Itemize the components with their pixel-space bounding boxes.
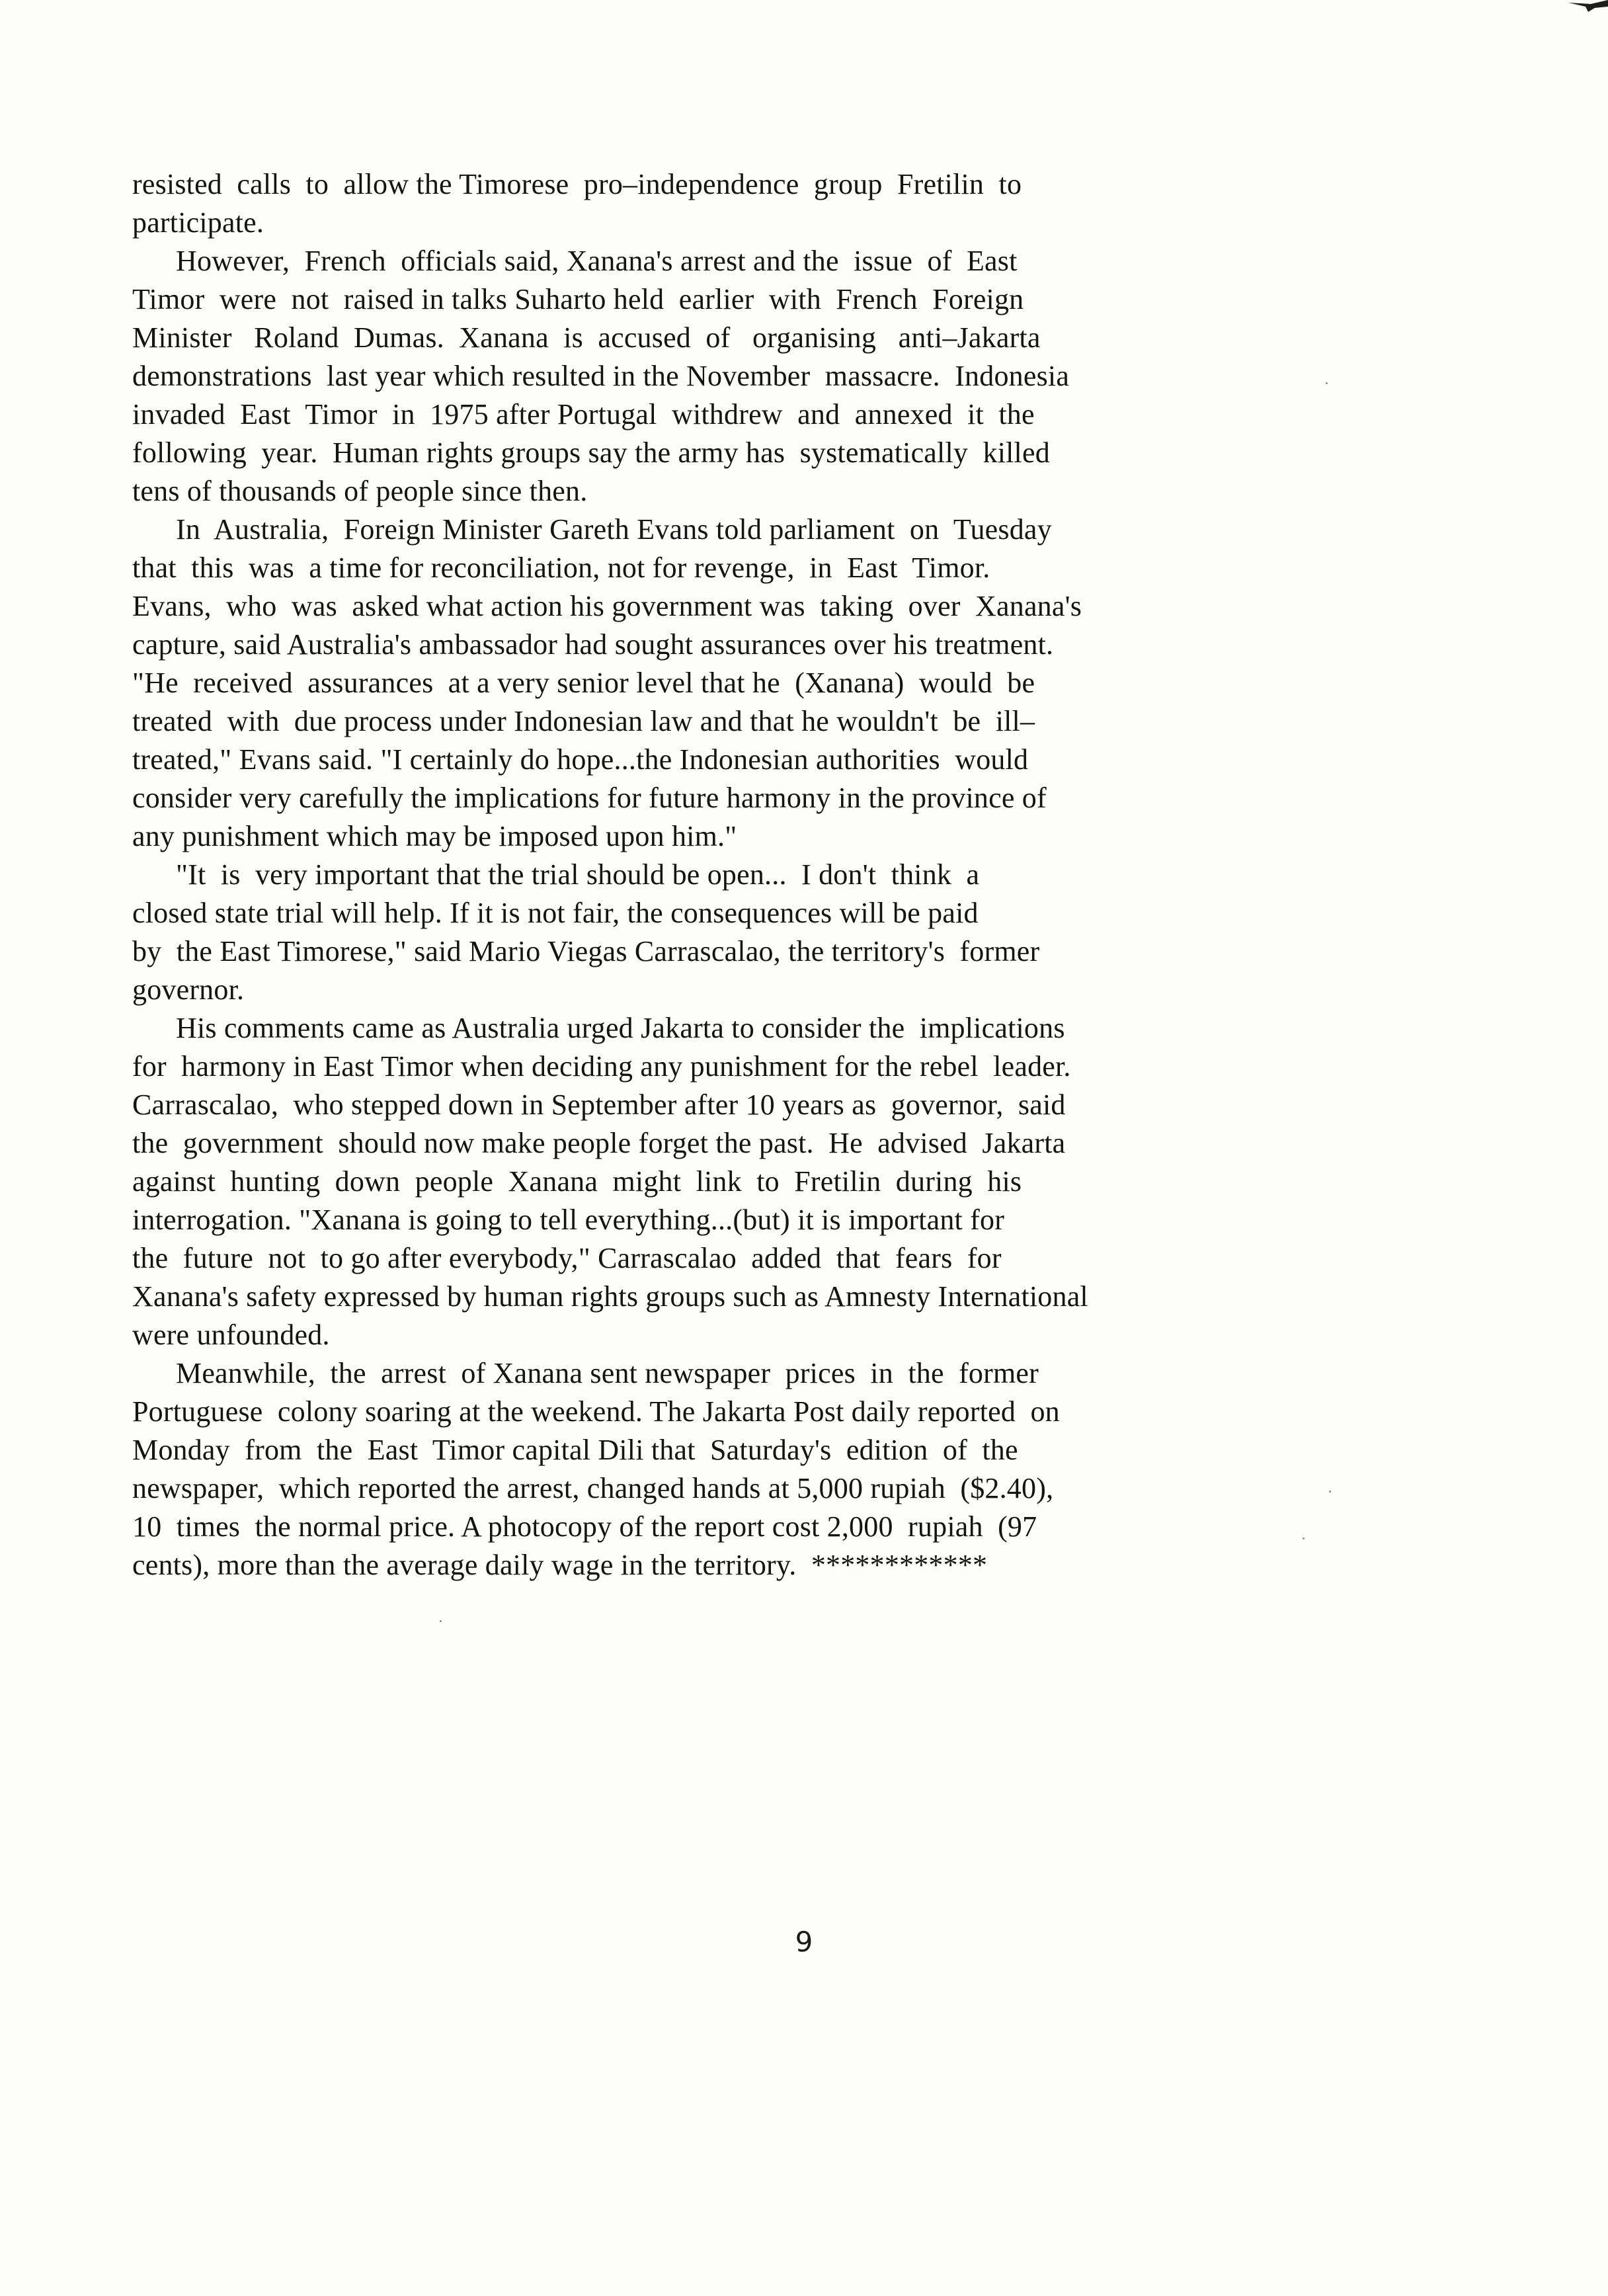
text-line: consider very carefully the implications for future harmony in the province of (132, 782, 1047, 814)
text-line: cents), more than the average daily wage in the territory. ************ (132, 1549, 988, 1581)
text-line: Portuguese colony soaring at the weekend. The Jakarta Post daily reported on (132, 1395, 1060, 1428)
text-line: Monday from the East Timor capital Dili that Saturday's edition of the (132, 1434, 1018, 1466)
text-line: newspaper, which reported the arrest, changed hands at 5,000 rupiah ($2.40), (132, 1472, 1054, 1504)
scan-speck (440, 1620, 442, 1622)
text-line: for harmony in East Timor when deciding any punishment for the rebel leader. (132, 1050, 1071, 1083)
article-paragraph (132, 1354, 1269, 1584)
article-paragraph (132, 165, 1269, 242)
article-paragraph (132, 511, 1269, 856)
text-line: the future not to go after everybody," Carrascalao added that fears for (132, 1242, 1002, 1274)
text-line: capture, said Australia's ambassador had sought assurances over his treatment. (132, 628, 1054, 661)
text-line: Minister Roland Dumas. Xanana is accused of organising anti–Jakarta (132, 321, 1041, 354)
text-line: any punishment which may be imposed upon him." (132, 820, 737, 852)
text-line: Evans, who was asked what action his government was taking over Xanana's (132, 590, 1082, 622)
text-line: treated with due process under Indonesian law and that he wouldn't be ill– (132, 705, 1035, 737)
text-line: treated," Evans said. "I certainly do hope...the Indonesian authorities would (132, 743, 1029, 776)
text-line: "It is very important that the trial should be open... I don't think a (176, 858, 980, 891)
page-number: 9 (795, 1926, 813, 1958)
scan-speck (1326, 382, 1328, 384)
text-line: resisted calls to allow the Timorese pro–independence group Fretilin to (132, 168, 1022, 200)
text-line: following year. Human rights groups say the army has systematically killed (132, 436, 1050, 469)
text-line: Timor were not raised in talks Suharto held earlier with French Foreign (132, 283, 1024, 315)
scan-speck (1303, 1538, 1305, 1539)
text-line: interrogation. "Xanana is going to tell everything...(but) it is important for (132, 1204, 1005, 1236)
text-line: that this was a time for reconciliation, not for revenge, in East Timor. (132, 552, 990, 584)
text-line: However, French officials said, Xanana's arrest and the issue of East (176, 245, 1018, 277)
text-line: Xanana's safety expressed by human rights groups such as Amnesty International (132, 1280, 1088, 1313)
text-line: participate. (132, 206, 264, 239)
text-line: governor. (132, 973, 245, 1006)
text-line: Carrascalao, who stepped down in September after 10 years as governor, said (132, 1088, 1066, 1121)
text-line: were unfounded. (132, 1319, 330, 1351)
text-line: demonstrations last year which resulted in the November massacre. Indonesia (132, 360, 1070, 392)
article-paragraph (132, 242, 1269, 511)
text-line: Meanwhile, the arrest of Xanana sent newspaper prices in the former (176, 1357, 1039, 1389)
text-line: invaded East Timor in 1975 after Portugal withdrew and annexed it the (132, 398, 1035, 430)
text-line: against hunting down people Xanana might link to Fretilin during his (132, 1165, 1022, 1198)
article-paragraph (132, 1009, 1269, 1354)
text-line: "He received assurances at a very senior level that he (Xanana) would be (132, 667, 1035, 699)
text-line: the government should now make people forget the past. He advised Jakarta (132, 1127, 1066, 1159)
text-line: closed state trial will help. If it is not fair, the consequences will be paid (132, 897, 979, 929)
scan-speck (1329, 1491, 1331, 1493)
article-paragraph (132, 856, 1269, 1009)
text-line: by the East Timorese," said Mario Viegas Carrascalao, the territory's former (132, 935, 1040, 967)
scan-corner-mark (1568, 0, 1608, 12)
text-line: In Australia, Foreign Minister Gareth Evans told parliament on Tuesday (176, 513, 1052, 546)
text-line: His comments came as Australia urged Jakarta to consider the implications (176, 1012, 1065, 1044)
text-line: 10 times the normal price. A photocopy of the report cost 2,000 rupiah (97 (132, 1510, 1037, 1543)
text-line: tens of thousands of people since then. (132, 475, 588, 507)
article-body (132, 165, 1269, 1584)
